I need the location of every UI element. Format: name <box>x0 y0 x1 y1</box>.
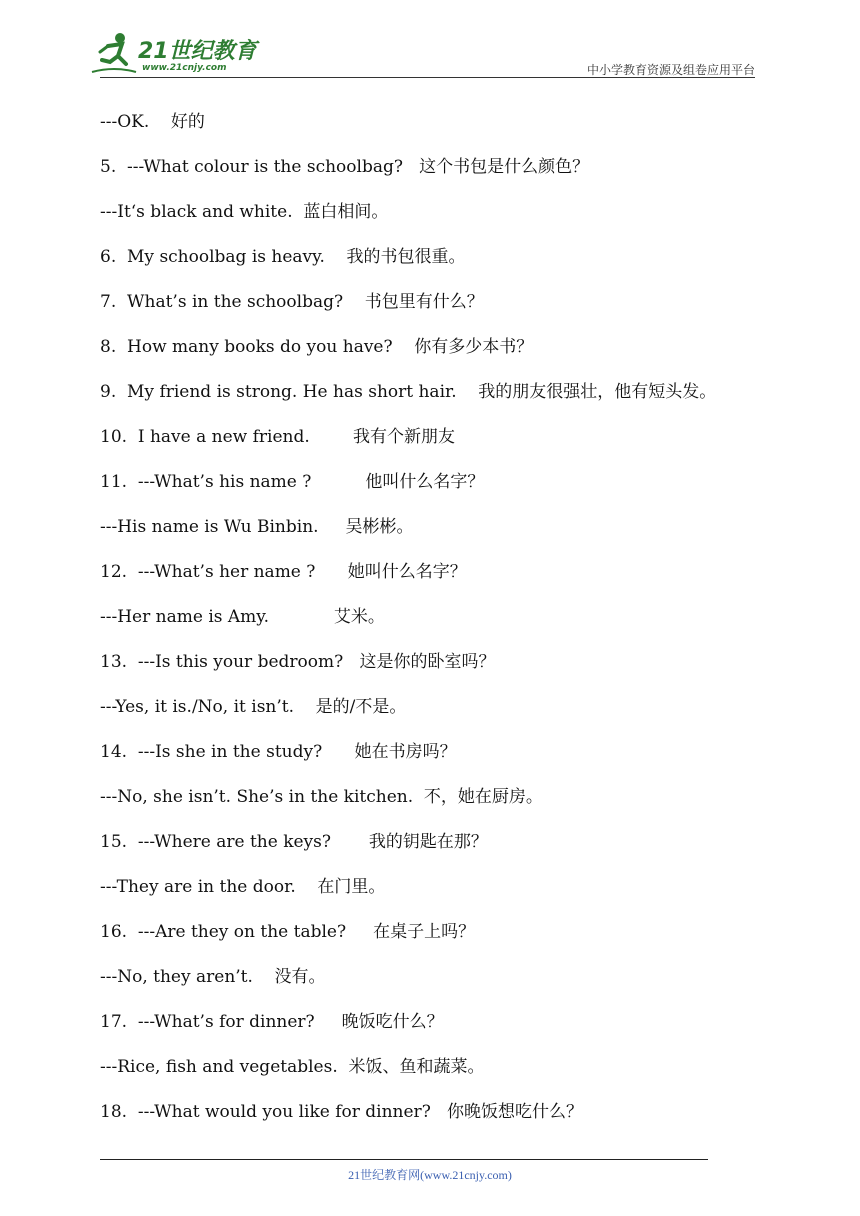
runner-logo-icon <box>90 30 138 78</box>
text-line: 15. ---Where are the keys? 我的钥匙在那？ <box>100 832 488 852</box>
text-line: ---OK. 好的 <box>100 112 205 132</box>
page-footer: 21世纪教育网(www.21cnjy.com) <box>348 1168 512 1182</box>
text-line: 18. ---What would you like for dinner? 你晚饭想吃什么？ <box>100 1102 584 1122</box>
document-body <box>100 105 780 1140</box>
text-line: 10. I have a new friend. 我有个新朋友 <box>100 427 455 447</box>
text-line: 17. ---What’s for dinner? 晚饭吃什么？ <box>100 1012 444 1032</box>
text-line: 14. ---Is she in the study? 她在书房吗？ <box>100 742 457 762</box>
text-line: 16. ---Are they on the table? 在桌子上吗？ <box>100 922 476 942</box>
text-line: ---They are in the door. 在门里。 <box>100 877 386 897</box>
logo-url: www.21cnjy.com <box>142 63 227 73</box>
text-line: 6. My schoolbag is heavy. 我的书包很重。 <box>100 247 466 267</box>
text-line: 5. ---What colour is the schoolbag? 这个书包是什么颜色？ <box>100 157 590 177</box>
text-line: ---Yes, it is./No, it isn’t. 是的/不是。 <box>100 697 407 717</box>
text-line: ---His name is Wu Binbin. 吴彬彬。 <box>100 517 414 537</box>
text-line: 8. How many books do you have? 你有多少本书？ <box>100 337 534 357</box>
header-slogan: 中小学教育资源及组卷应用平台 <box>586 63 755 77</box>
text-line: ---It‘s black and white. 蓝白相间。 <box>100 202 389 222</box>
text-line: ---Her name is Amy. 艾米。 <box>100 607 385 627</box>
page-header <box>0 0 860 80</box>
footer-divider <box>100 1159 708 1160</box>
text-line: ---No, she isn’t. She’s in the kitchen. 不，她在厨房。 <box>100 787 543 807</box>
text-line: 12. ---What’s her name ? 她叫什么名字？ <box>100 562 467 582</box>
logo <box>90 30 270 78</box>
text-line: 7. What’s in the schoolbag? 书包里有什么？ <box>100 292 484 312</box>
text-line: ---No, they aren’t. 没有。 <box>100 967 326 987</box>
text-line: 11. ---What’s his name ? 他叫什么名字？ <box>100 472 485 492</box>
text-line: 13. ---Is this your bedroom? 这是你的卧室吗？ <box>100 652 496 672</box>
text-line: ---Rice, fish and vegetables. 米饭、鱼和蔬菜。 <box>100 1057 485 1077</box>
text-line: 9. My friend is strong. He has short hair. 我的朋友很强壮，他有短头发。 <box>100 382 717 402</box>
header-divider <box>100 77 755 78</box>
logo-title: 21世纪教育 <box>138 39 257 64</box>
